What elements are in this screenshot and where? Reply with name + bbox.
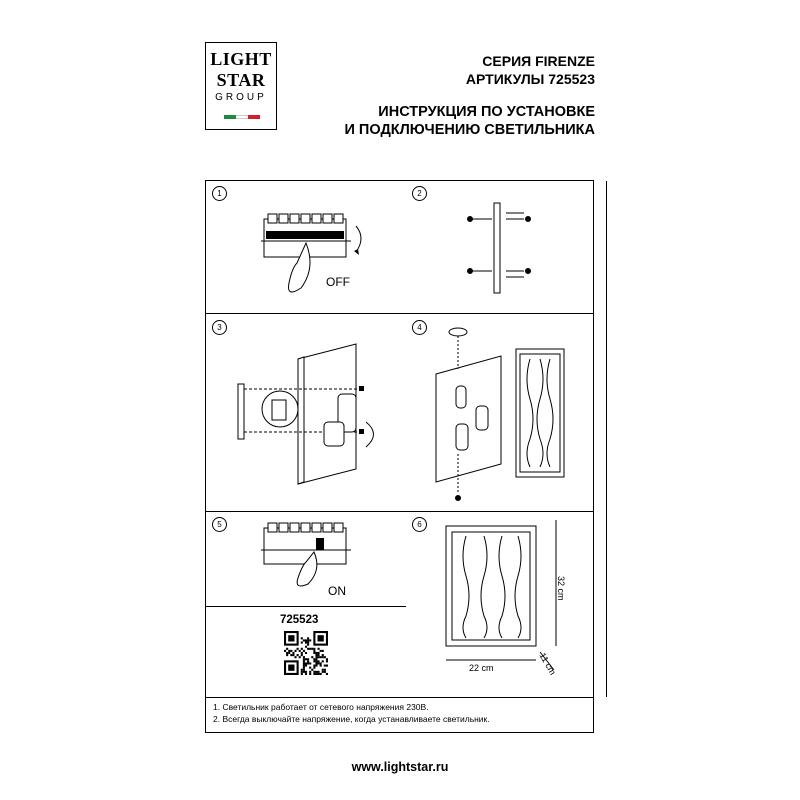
mounting-plate-illustration [406,181,596,311]
dimension-width: 22 cm [469,663,494,673]
lightstar-logo [205,42,277,130]
breaker-off-illustration [206,181,406,311]
dimension-height: 32 cm [556,576,566,601]
shade-assembly-illustration [406,314,596,509]
qr-code-icon [284,631,328,675]
step5-on-label: ON [328,584,346,598]
grid-divider-vertical [606,181,607,697]
instruction-grid [205,180,594,733]
logo-text-group: GROUP [215,92,267,103]
step-badge-3: 3 [212,320,227,335]
wiring-connection-illustration [206,314,406,509]
logo-text-light: LIGHT [210,49,272,69]
dimension-depth: 11 cm [537,651,558,677]
website-link[interactable]: www.lightstar.ru [351,760,449,774]
article-code: 725523 [280,614,319,626]
step1-off-label: OFF [326,275,350,289]
step-badge-2: 2 [412,186,427,201]
instruction-title-line2: И ПОДКЛЮЧЕНИЮ СВЕТИЛЬНИКА [344,122,595,138]
grid-divider-row3 [206,606,406,607]
italian-flag-icon [224,115,260,119]
note-voltage: 1. Светильник работает от сетевого напряжения 230В. [213,702,429,712]
step-badge-1: 1 [212,186,227,201]
step-badge-5: 5 [212,517,227,532]
logo-text-star: STAR [216,70,266,90]
note-power-off: 2. Всегда выключайте напряжение, когда устанавливаете светильник. [213,714,490,724]
step-badge-4: 4 [412,320,427,335]
article-title: АРТИКУЛЫ 725523 [465,71,595,87]
step-badge-6: 6 [412,517,427,532]
grid-divider-notes [206,697,593,698]
breaker-on-illustration [206,512,406,604]
dimensions-illustration [406,512,596,692]
series-title: СЕРИЯ FIRENZE [482,53,595,69]
instruction-title-line1: ИНСТРУКЦИЯ ПО УСТАНОВКЕ [378,104,595,120]
